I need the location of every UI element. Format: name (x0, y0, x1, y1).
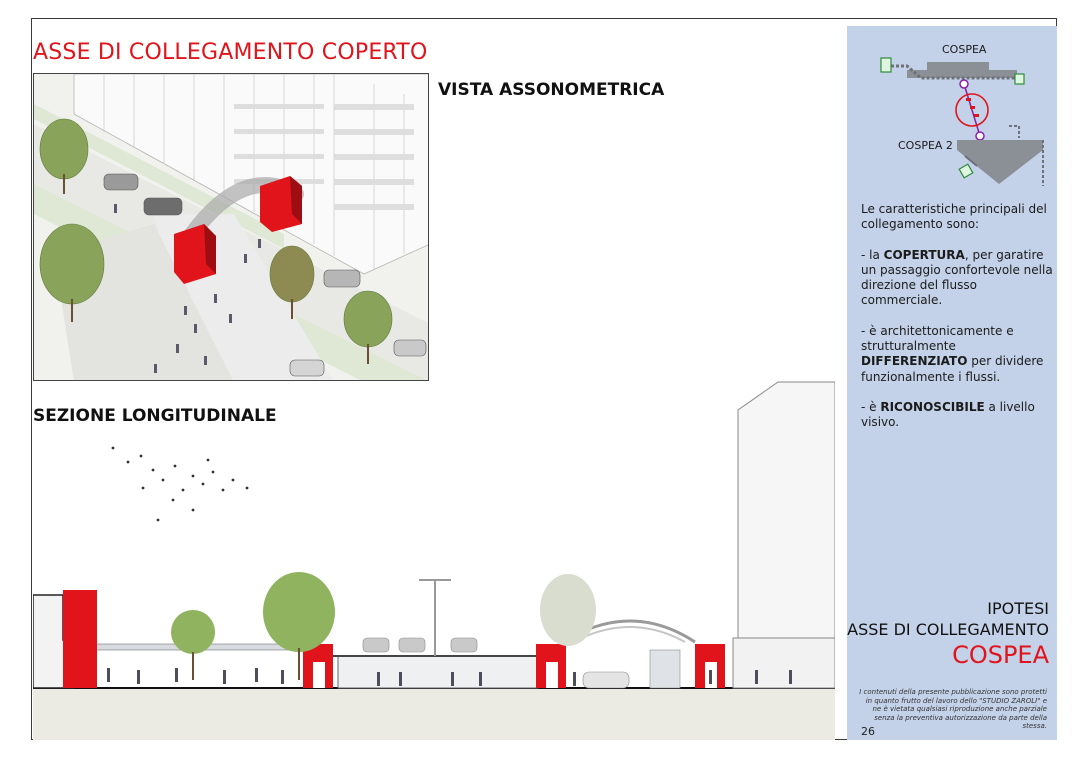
longitudinal-section-image (33, 380, 835, 740)
cospea-2-complex (957, 140, 1043, 184)
feature-item: - è RICONOSCIBILE a livello visivo. (861, 399, 1035, 430)
hypothesis-project-name: COSPEA (952, 641, 1049, 669)
map-label-cospea: COSPEA (942, 43, 987, 56)
location-diagram (847, 26, 1057, 216)
map-label-cospea-2: COSPEA 2 (898, 139, 953, 152)
hypothesis-title-block (847, 598, 1049, 670)
feature-item: - è architettonicamente e strutturalmente DIFFERENZIATO per dividere funzionalmente i flussi. (861, 323, 1044, 384)
section-view-title: SEZIONE LONGITUDINALE (33, 406, 277, 426)
cospea-complex (907, 62, 1017, 78)
axonometric-view-title: VISTA ASSONOMETRICA (438, 80, 665, 100)
sheet-title: ASSE DI COLLEGAMENTO COPERTO (33, 40, 428, 65)
feature-description (861, 202, 1053, 446)
feature-intro: Le caratteristiche principali del collegamento sono: (861, 202, 1047, 232)
info-sidebar (847, 26, 1057, 740)
axonometric-view-image (33, 73, 429, 381)
hypothesis-line: IPOTESI (987, 599, 1049, 618)
feature-item: - la COPERTURA, per garatire un passaggio confortevole nella direzione del flusso commerciale. (861, 247, 1053, 308)
page-number: 26 (861, 725, 875, 738)
copyright-disclaimer: I contenuti della presente pubblicazione sono protetti in quanto frutto del lavoro dello "STUDIO ZAROLI" e ne è vietata qualsiasi riproduzione anche parziale senza la preventiva autorizzazione da parte della stessa. (859, 688, 1047, 730)
section-drawing (33, 380, 835, 740)
birds-flock (112, 447, 249, 522)
axonometric-drawing (34, 74, 429, 381)
hypothesis-subtitle: ASSE DI COLLEGAMENTO (847, 620, 1049, 639)
truck (650, 650, 680, 688)
